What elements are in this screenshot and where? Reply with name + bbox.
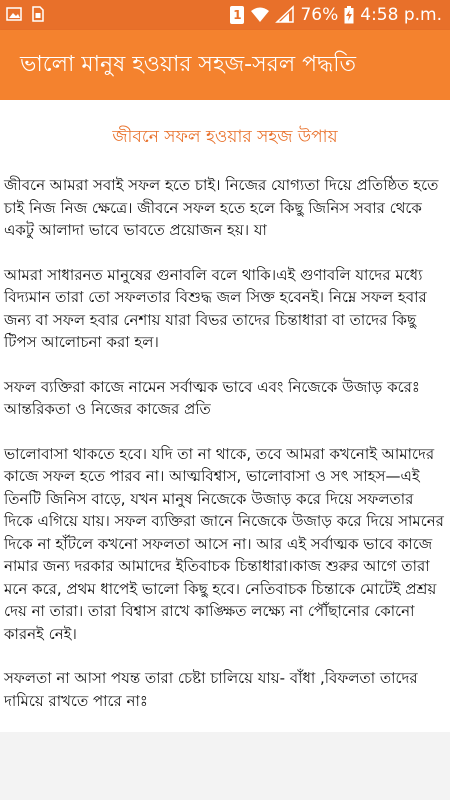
article-paragraph-4: ভালোবাসা থাকতে হবে। যদি তা না থাকে, তবে আমরা কখনোই আমাদের কাজে সফল হতে পারব না। আত্মবিশ্বাস, ভালোবাসা ও সৎ সাহস—এই তিনটি জিনিস বাড়ে, যখন মানুষ নিজেকে উজাড় করে দিয়ে সফলতার দিকে এগিয়ে যায়। সফল ব্যক্তিরা জানে নিজেকে উজাড় করে দিয়ে সামনের দিকে না হাঁটলে কখনো সফলতা আসে না। আর এই সর্বাত্মক ভাবে কাজে নামার জন্য দরকার আমাদের ইতিবাচক চিন্তাধারা।কাজ শুরুর আগে তারা মনে করে, প্রথম ধাপেই ভালো কিছু হবে। নেতিবাচক চিন্তাকে মোটেই প্রশ্রয় দেয় না তারা। তারা বিশ্বাস রাখে কাঙ্ক্ষিত লক্ষ্যে না পৌঁছানোর কোনো কারনই নেই। — [4, 444, 444, 643]
app-bar — [0, 30, 450, 100]
article-paragraph-5: সফলতা না আসা পযন্ত তারা চেষ্টা চালিয়ে যায়- বাঁধা ,বিফলতা তাদের দামিয়ে রাখতে পারে নাঃ — [4, 669, 418, 710]
status-bar-right — [230, 4, 442, 26]
sim-card-icon — [30, 5, 46, 23]
app-title: ভালো মানুষ হওয়ার সহজ-সরল পদ্ধতি — [20, 52, 357, 77]
image-icon — [6, 5, 22, 23]
sim-1-icon — [230, 6, 244, 24]
battery-percent: 76% — [300, 5, 339, 25]
article-paragraph-1: জীবনে আমরা সবাই সফল হতে চাই। নিজের যোগ্যতা দিয়ে প্রতিষ্ঠিত হতে চাই নিজ নিজ ক্ষেত্রে। জীবনে সফল হতে হলে কিছু জিনিস সবার থেকে একটু আলাদা ভাবে ভাবতে প্রয়োজন হয়। যা — [4, 176, 439, 239]
signal-icon — [276, 6, 294, 24]
battery-charging-icon — [344, 6, 354, 24]
article-heading: জীবনে সফল হওয়ার সহজ উপায় — [112, 127, 338, 147]
article-paragraph-3: সফল ব্যক্তিরা কাজে নামেন সর্বাত্মক ভাবে এবং নিজেকে উজাড় করেঃ আন্তরিকতা ও নিজের কাজের প্রতি — [4, 377, 420, 418]
status-bar — [0, 0, 450, 30]
wifi-icon — [250, 6, 270, 24]
bottom-ad-space — [0, 732, 450, 800]
status-bar-left — [6, 5, 46, 23]
article-paragraph-2: আমরা সাধারনত মানুষের গুনাবলি বলে থাকি।এই গুণাবলি যাদের মধ্যে বিদ্যমান তারা তো সফলতার বিশুদ্ধ জল সিক্ত হবেনই। নিম্নে সফল হবার জন্য বা সফল হবার নেশায় যারা বিভর তাদের চিন্তাধারা বা তাদের কিছু টিপস আলোচনা করা হল। — [4, 265, 427, 351]
article-scroll-area[interactable] — [0, 100, 450, 732]
clock: 4:58 p.m. — [360, 5, 442, 25]
sim-1-label: 1 — [233, 8, 242, 22]
